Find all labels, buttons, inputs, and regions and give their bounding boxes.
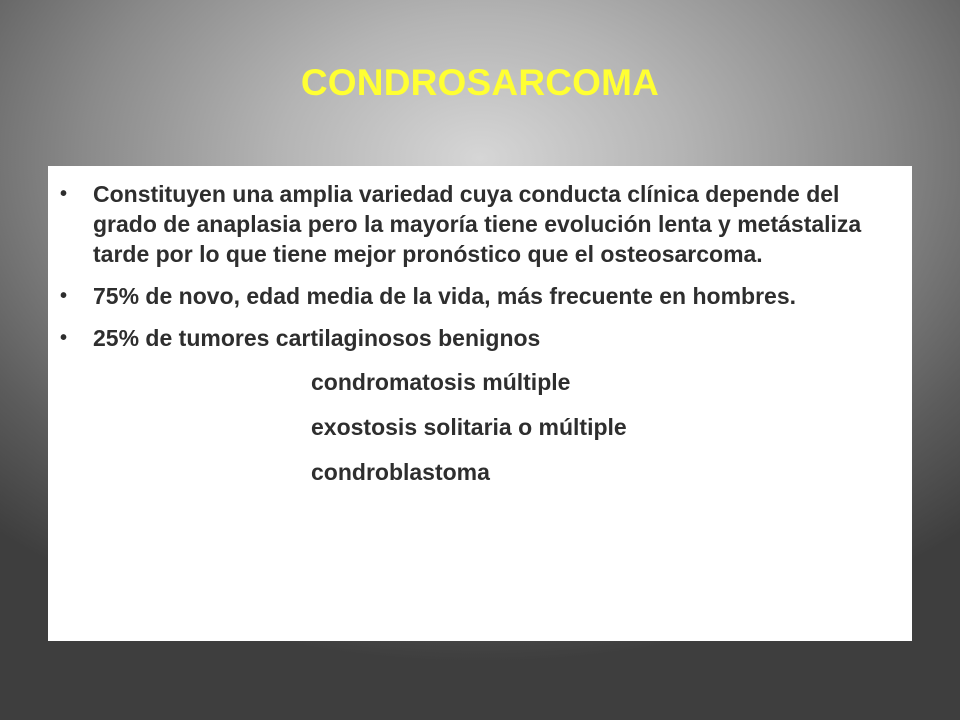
bullet-dot-icon: • [60, 327, 68, 349]
slide-title: CONDROSARCOMA [300, 62, 660, 103]
bullet-dot-icon: • [60, 285, 68, 307]
content-box [48, 166, 912, 641]
bullet-item-2 [60, 281, 882, 311]
bullet-text-2: 75% de novo, edad media de la vida, más frecuente en hombres. [93, 283, 797, 309]
bullet-text-3: 25% de tumores cartilaginosos benignos [93, 325, 541, 351]
sub-item-1: condromatosis múltiple [311, 369, 571, 395]
bullet-item-1 [60, 179, 882, 269]
bullet-item-3 [60, 323, 882, 353]
bullet-text-1: Constituyen una amplia variedad cuya conducta clínica depende del grado de anaplasia pero la mayoría tiene evolución lenta y metástaliza tarde por lo que tiene mejor pronóstico que el osteosarcoma. [93, 181, 862, 267]
sub-item-3: condroblastoma [311, 459, 490, 485]
sub-item-2: exostosis solitaria o múltiple [311, 414, 627, 440]
bullet-dot-icon: • [60, 183, 68, 205]
